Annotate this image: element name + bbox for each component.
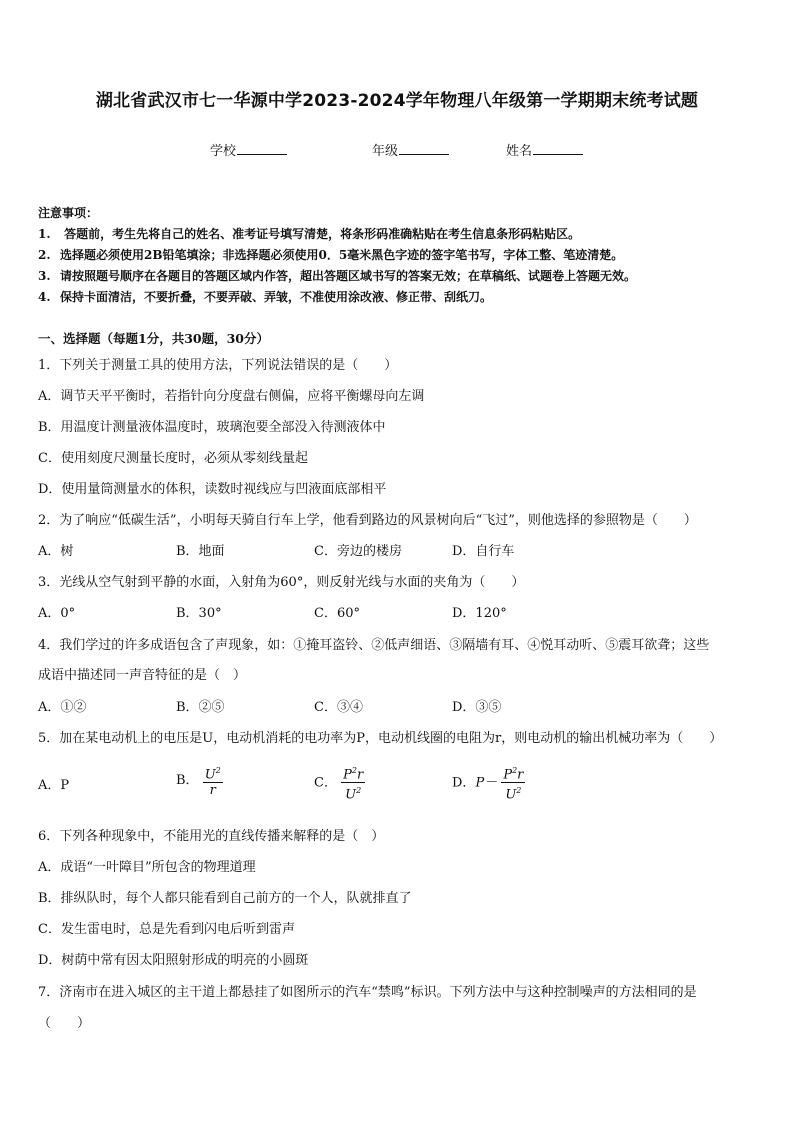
question-5-stem: 5．加在某电动机上的电压是U，电动机消耗的电功率为P，电动机线圈的电阻为r，则电动机的输出机械功率为（ ） bbox=[38, 731, 723, 746]
q1-option-d: D．使用量筒测量水的体积，读数时视线应与凹液面底部相平 bbox=[38, 482, 387, 497]
q5-c-fraction: $\frac{P^2r}{U^2}$ bbox=[341, 763, 365, 803]
q6-option-a: A．成语“一叶障目”所包含的物理道理 bbox=[38, 860, 256, 875]
q4-option-b: B．②⑤ bbox=[176, 700, 225, 715]
q2-option-c: C．旁边的楼房 bbox=[314, 544, 402, 559]
q2-options bbox=[38, 540, 758, 560]
q5-d-fraction: $\frac{P^2r}{U^2}$ bbox=[501, 763, 525, 803]
notice-block bbox=[38, 204, 768, 308]
question-4-stem-cont: 成语中描述同一声音特征的是（ ） bbox=[38, 668, 247, 683]
school-field[interactable] bbox=[210, 140, 287, 159]
q3-option-a: A．0° bbox=[38, 606, 76, 621]
section-heading: 一、选择题（每题1分，共30题，30分） bbox=[38, 331, 269, 346]
q5-option-c: C． $\frac{P^2r}{U^2}$ bbox=[314, 763, 365, 803]
q4-options bbox=[38, 696, 758, 716]
q6-option-b: B．排纵队时，每个人都只能看到自己前方的一个人，队就排直了 bbox=[38, 891, 412, 906]
name-label: 姓名 bbox=[506, 144, 533, 159]
q2-option-b: B．地面 bbox=[176, 544, 225, 559]
notice-item: 4. 保持卡面清洁，不要折叠，不要弄破、弄皱，不准使用涂改液、修正带、刮纸刀。 bbox=[38, 290, 493, 304]
q5-b-fraction: $\frac{U^2}{r}$ bbox=[203, 763, 223, 798]
grade-blank[interactable] bbox=[399, 142, 449, 155]
question-1-stem: 1．下列关于测量工具的使用方法，下列说法错误的是（ ） bbox=[38, 358, 398, 373]
name-field[interactable] bbox=[506, 140, 583, 159]
q3-option-d: D．120° bbox=[452, 606, 507, 621]
q3-option-c: C．60° bbox=[314, 606, 360, 621]
q6-option-c: C．发生雷电时，总是先看到闪电后听到雷声 bbox=[38, 922, 295, 937]
school-label: 学校 bbox=[210, 144, 237, 159]
q3-option-b: B．30° bbox=[176, 606, 222, 621]
q4-option-c: C．③④ bbox=[314, 700, 363, 715]
question-2-stem: 2．为了响应“低碳生活”，小明每天骑自行车上学，他看到路边的风景树向后“飞过”，则他选择的参照物是（ ） bbox=[38, 513, 697, 528]
q4-option-a: A．①② bbox=[38, 700, 87, 715]
q2-option-a: A．树 bbox=[38, 544, 74, 559]
q4-option-d: D．③⑤ bbox=[452, 700, 502, 715]
q6-option-d: D．树荫中常有因太阳照射形成的明亮的小圆斑 bbox=[38, 953, 309, 968]
question-3-stem: 3．光线从空气射到平静的水面，入射角为60°，则反射光线与水面的夹角为（ ） bbox=[38, 575, 525, 590]
q5-option-d: D．P－ $\frac{P^2r}{U^2}$ bbox=[452, 763, 525, 803]
q5-option-a: A．P bbox=[38, 778, 70, 793]
q3-options bbox=[38, 602, 758, 622]
q5-option-b: B． $\frac{U^2}{r}$ bbox=[176, 763, 223, 798]
school-blank[interactable] bbox=[237, 142, 287, 155]
grade-field[interactable] bbox=[372, 140, 449, 159]
q2-option-d: D．自行车 bbox=[452, 544, 515, 559]
notice-item: 2. 选择题必须使用2B铅笔填涂；非选择题必须使用0．5毫米黑色字迹的签字笔书写，字体工整、笔迹清楚。 bbox=[38, 248, 624, 262]
question-7-stem: 7．济南市在进入城区的主干道上都悬挂了如图所示的汽车“禁鸣”标识。下列方法中与这种控制噪声的方法相同的是 bbox=[38, 985, 697, 1000]
name-blank[interactable] bbox=[533, 142, 583, 155]
grade-label: 年级 bbox=[372, 144, 399, 159]
q1-option-a: A．调节天平平衡时，若指针向分度盘右侧偏，应将平衡螺母向左调 bbox=[38, 389, 425, 404]
q1-option-b: B．用温度计测量液体温度时，玻璃泡要全部没入待测液体中 bbox=[38, 420, 386, 435]
notice-item: 1. 答题前，考生先将自己的姓名、准考证号填写清楚，将条形码准确粘贴在考生信息条形码粘贴区。 bbox=[38, 227, 581, 241]
notice-heading: 注意事项： bbox=[38, 206, 99, 220]
exam-title: 湖北省武汉市七一华源中学2023-2024学年物理八年级第一学期期末统考试题 bbox=[95, 91, 699, 111]
question-7-stem-cont: （ ） bbox=[38, 1016, 91, 1031]
q5-options bbox=[38, 763, 758, 807]
question-6-stem: 6．下列各种现象中，不能用光的直线传播来解释的是（ ） bbox=[38, 829, 385, 844]
question-4-stem: 4．我们学过的许多成语包含了声现象，如：①掩耳盗铃、②低声细语、③隔墙有耳、④悦耳动听、⑤震耳欲聋；这些 bbox=[38, 638, 710, 653]
notice-item: 3. 请按照题号顺序在各题目的答题区域内作答，超出答题区域书写的答案无效；在草稿纸、试题卷上答题无效。 bbox=[38, 269, 637, 283]
q1-option-c: C．使用刻度尺测量长度时，必须从零刻线量起 bbox=[38, 451, 308, 466]
